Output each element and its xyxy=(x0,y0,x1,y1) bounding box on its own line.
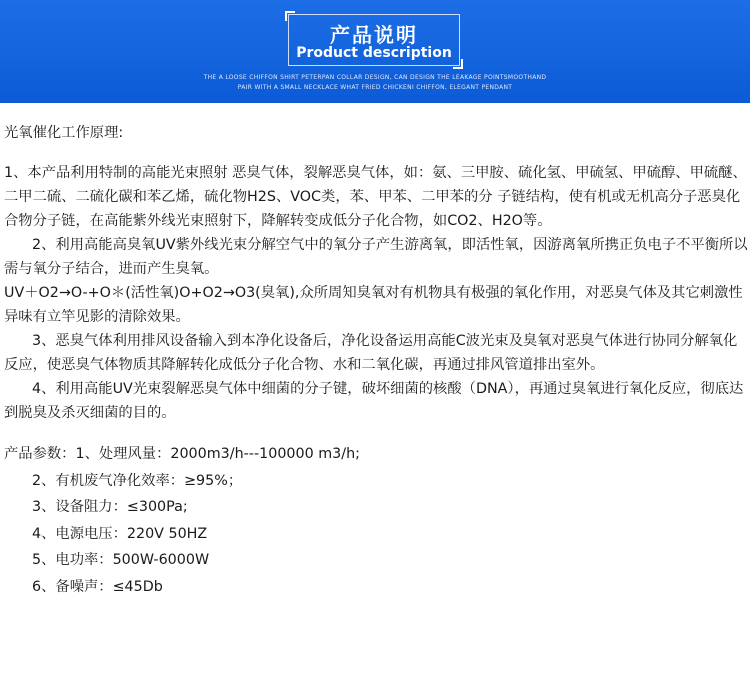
principle-paragraph-2: 2、利用高能高臭氧UV紫外线光束分解空气中的氧分子产生游离氧，即活性氧，因游离氧所携正负电子不平衡所以需与氧分子结合，进而产生臭氧。 xyxy=(4,237,748,277)
document-body xyxy=(0,103,750,600)
params-line-1 xyxy=(4,441,748,468)
principle-paragraph-1: 1、本产品利用特制的高能光束照射 恶臭气体，裂解恶臭气体，如：氨、三甲胺、硫化氢、甲硫氢、甲硫醇、甲硫醚、二甲二硫、二硫化碳和苯乙烯，硫化物H2S、VOC类，苯、甲苯、二甲苯的分 子链结构，使有机或无机高分子恶臭化合物分子链，在高能紫外线光束照射下，降解转变成低分子化合物，如CO2、H2O等。 xyxy=(4,165,747,229)
principle-paragraph-4: 3、恶臭气体利用排风设备输入到本净化设备后，净化设备运用高能C波光束及臭氧对恶臭气体进行协同分解氧化反应，使恶臭气体物质其降解转化成低分子化合物、水和二氧化碳，再通过排风管道排出室外。 xyxy=(4,333,738,373)
header-banner xyxy=(0,0,750,103)
banner-title-cn: 产品说明 xyxy=(330,23,418,47)
param-item: 3、设备阻力：≤300Pa; xyxy=(32,499,188,515)
params-heading: 产品参数： xyxy=(4,446,76,462)
banner-title-en: Product description xyxy=(296,45,452,61)
banner-subtitle-line1: THE A LOOSE CHIFFON SHIRT PETERPAN COLLAR DESIGN, CAN DESIGN THE LEAKAGE POINTSMOOTHAND xyxy=(203,74,547,81)
principle-paragraph-5: 4、利用高能UV光束裂解恶臭气体中细菌的分子键，破坏细菌的核酸（DNA），再通过臭氧进行氧化反应，彻底达到脱臭及杀灭细菌的目的。 xyxy=(4,381,744,421)
param-item: 1、处理风量：2000m3/h---100000 m3/h; xyxy=(75,446,360,462)
param-item: 4、电源电压：220V 50HZ xyxy=(32,525,208,542)
banner-subtitle-line2: PAIR WITH A SMALL NECKLACE WHAT FRIED CHICKENI CHIFFON, ELEGANT PENDANT xyxy=(237,84,513,91)
principle-paragraph-3: UV＋O2→O-+O＊(活性氧)O+O2→O3(臭氧),众所周知臭氧对有机物具有极强的氧化作用，对恶臭气体及其它刺激性异味有立竿见影的清除效果。 xyxy=(4,285,743,325)
principle-heading: 光氧催化工作原理: xyxy=(4,125,124,141)
param-item: 2、有机废气净化效率：≥95%； xyxy=(32,472,243,489)
title-frame xyxy=(288,14,460,66)
param-item: 6、备噪声：≤45Db xyxy=(32,578,163,595)
param-item: 5、电功率：500W-6000W xyxy=(32,552,210,568)
